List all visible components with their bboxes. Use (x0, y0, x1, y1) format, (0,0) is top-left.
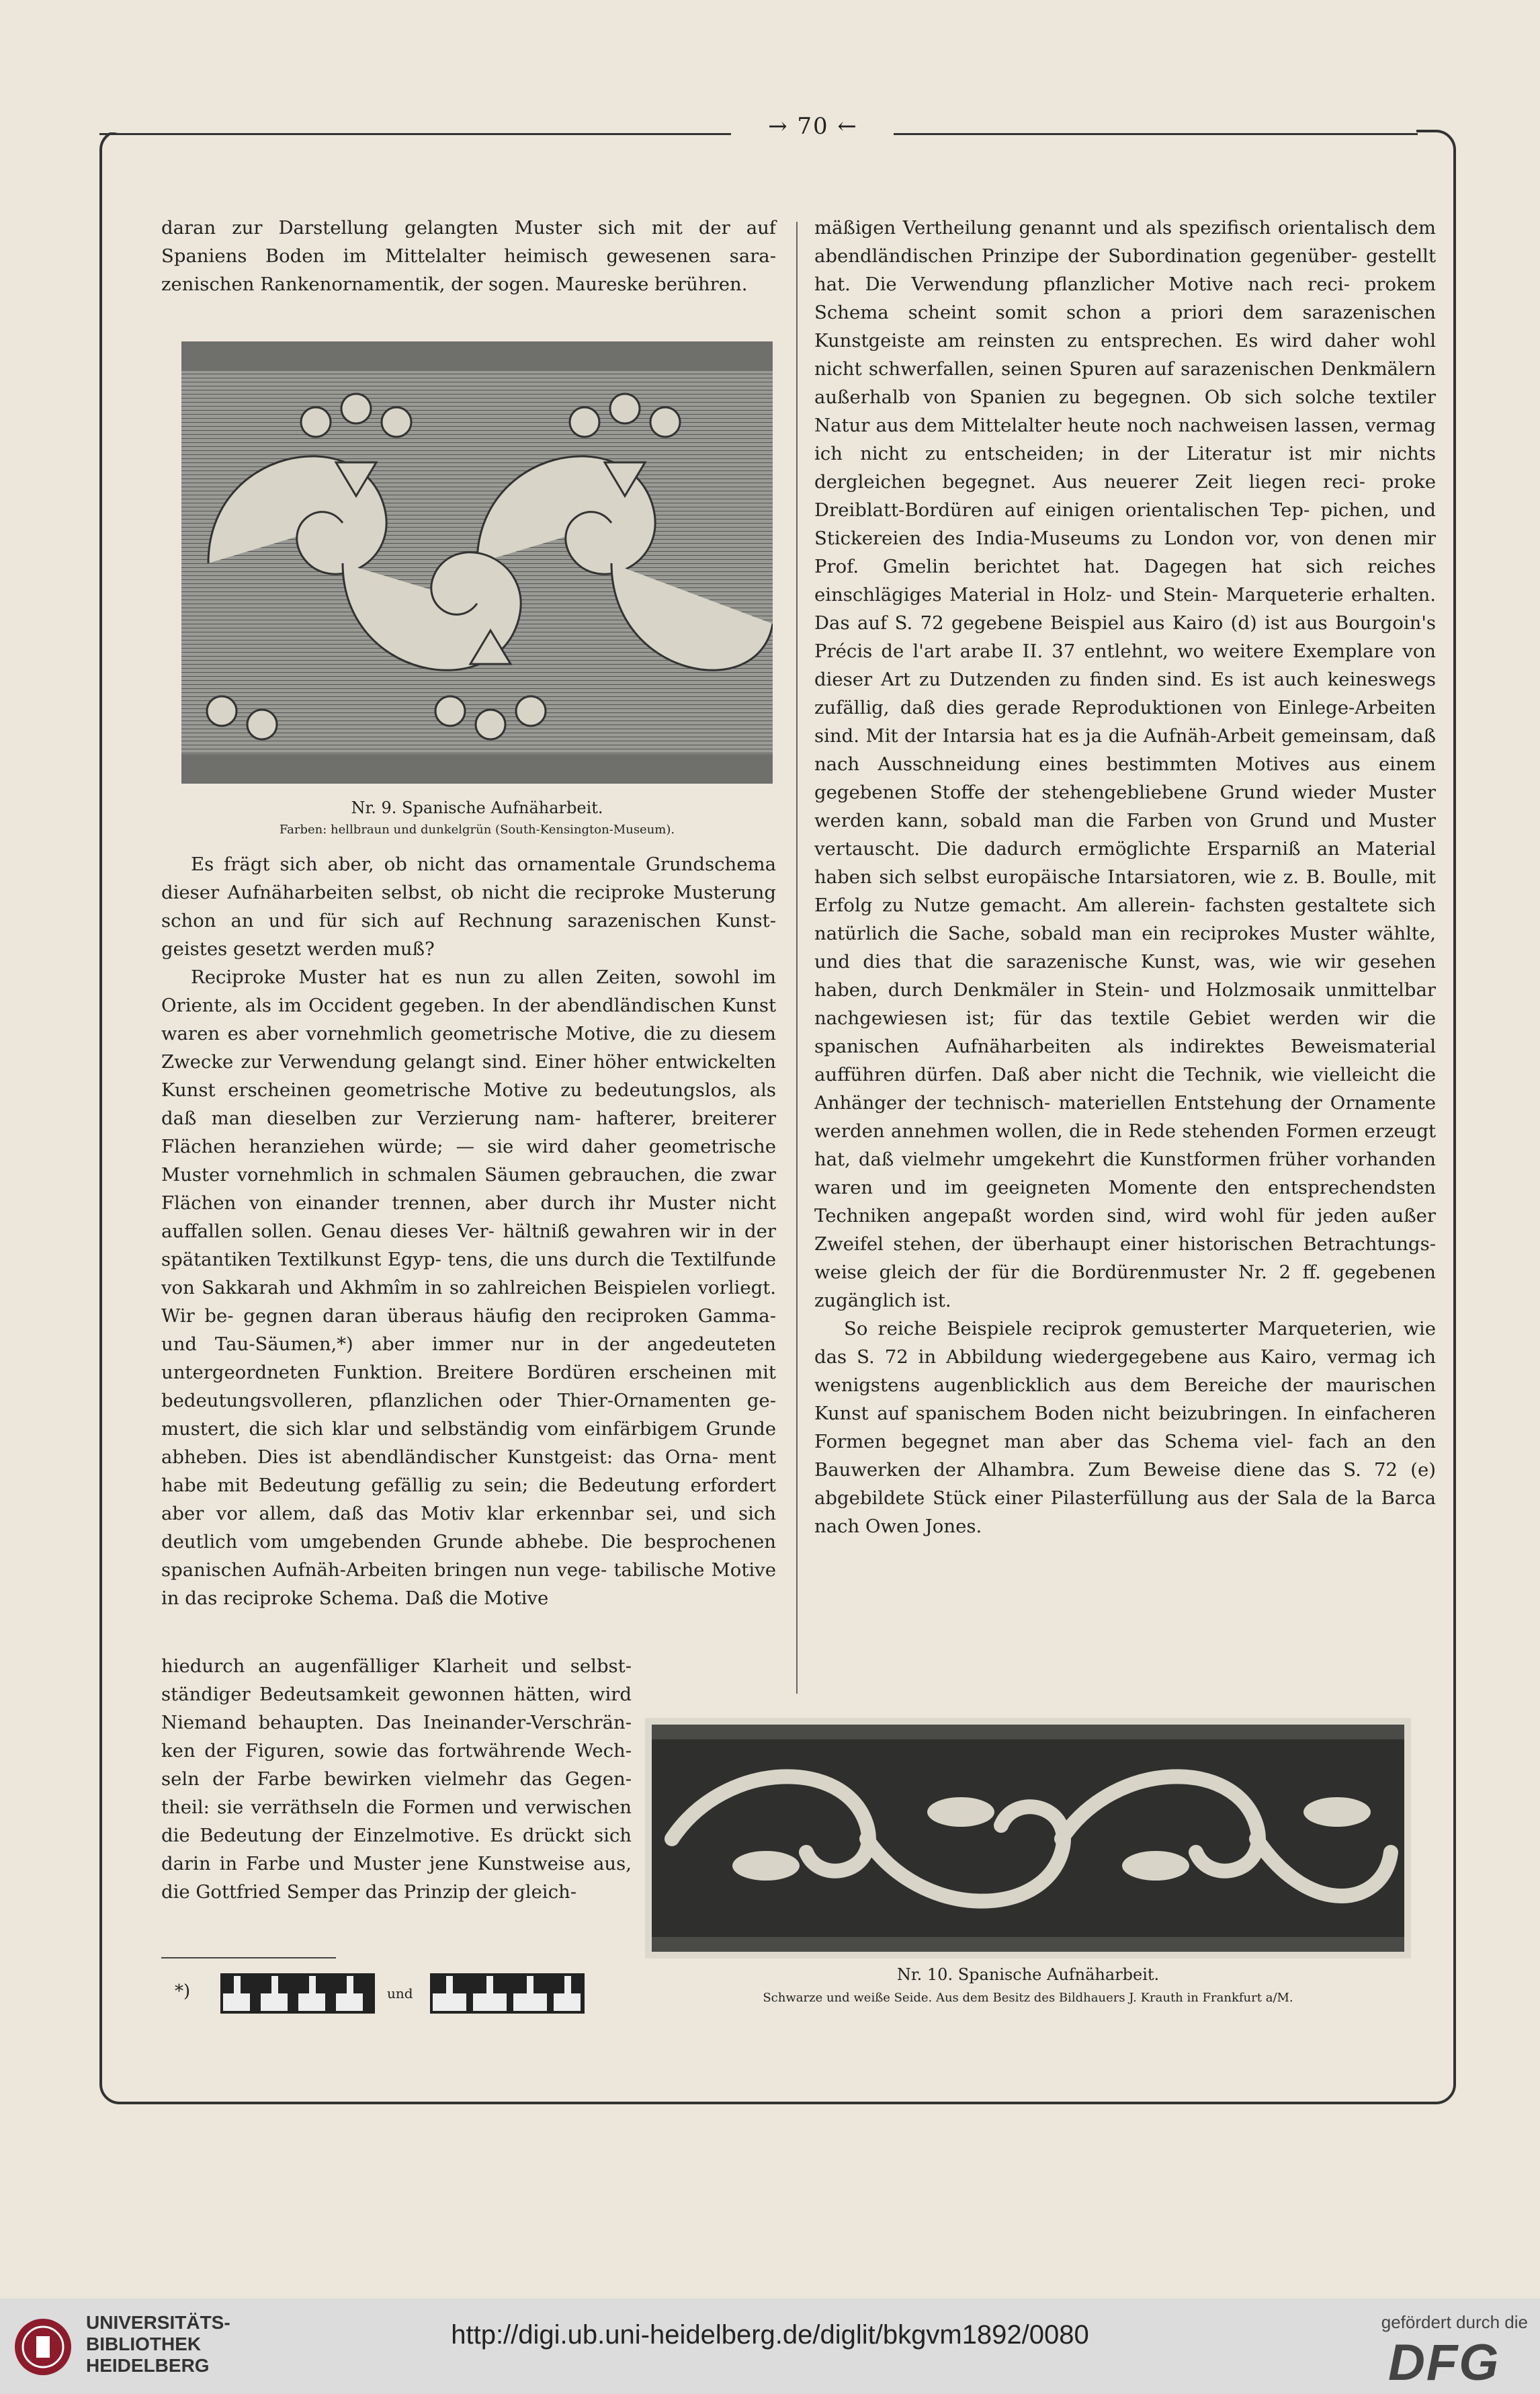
footnote-und: und (387, 1985, 413, 2001)
footnote-rule (161, 1957, 336, 1958)
right-column (814, 214, 1436, 1540)
footnote-mark: *) (175, 1981, 191, 2001)
figure-10-caption: Nr. 10. Spanische Aufnäharbeit. (896, 1965, 1160, 1984)
page-number: → 70 ← (768, 113, 858, 140)
paragraph: Es frägt sich aber, ob nicht das ornamentale Grundschema dieser Aufnäharbeiten selbst, ob nicht die reciproke Musterung schon an und für sich auf Rechnung sarazenischen Kunst- geistes gesetzt werden muß? (161, 854, 776, 960)
funded-by-label: gefördert durch die (1381, 2312, 1528, 2332)
column-divider (796, 222, 798, 1694)
figure-9-image (181, 341, 773, 784)
paragraph: hiedurch an augenfälliger Klarheit und selbst- ständiger Bedeutsamkeit gewonnen hätten, wird Niemand behaupten. Das Ineinander-Verschrän- ken der Figuren, sowie das fortwährende Wech- seln der Farbe bewirken vielmehr das Gegen- theil: sie verräthseln die Formen und verwischen die Bedeutung der Einzelmotive. Es drückt sich darin in Farbe und Muster jene Kunstweise aus, die Gottfried Semper das Prinzip der gleich- (161, 1655, 632, 1903)
gamma-border-pattern (220, 1973, 375, 2014)
figure-10-subcaption: Schwarze und weiße Seide. Aus dem Besitz des Bildhauers J. Krauth in Frankfurt a/M. (763, 1991, 1293, 2005)
figure-9-subcaption: Farben: hellbraun und dunkelgrün (South-Kensington-Museum). (279, 823, 675, 837)
left-column-bottom (161, 1652, 632, 1906)
figure-9-caption: Nr. 9. Spanische Aufnäharbeit. (351, 798, 603, 817)
left-column-top (161, 214, 776, 298)
paragraph: Reciproke Muster hat es nun zu allen Zeiten, sowohl im Oriente, als im Occident gegeben. In der abendländischen Kunst waren es aber vornehmlich geometrische Motive, die zu diesem Zwecke zur Verwendung gelangt sind. Einer höher entwickelten Kunst erscheinen geometrische Motive zu bedeutungslos, als daß man dieselben zur Verzierung nam- hafterer, breiterer Flächen heranziehen würde; — sie wird daher geometrische Muster vornehmlich in schmalen Säumen gebrauchen, die zwar Flächen von einander trennen, aber durch ihr Muster nicht auffallen sollen. Genau dieses Ver- hältniß gewahren wir in der spätantiken Textilkunst Egyp- tens, die uns durch die Textilfunde von Sakkarah und Akhmîm in so zahlreichen Beispielen vorliegt. Wir be- gegnen daran überaus häufig den reciproken Gamma- und Tau-Säumen,*) aber immer nur in der angedeuteten untergeordneten Funktion. Breitere Bordüren erscheinen mit bedeutungsvolleren, pflanzlichen oder Thier-Ornamenten ge- mustert, die sich klar und selbständig vom einfärbigem Grunde abheben. Dies ist abendländischer Kunstgeist: das Orna- ment habe mit Bedeutung gefällig zu sein; die Bedeutung erfordert aber vor allem, daß das Motiv klar erkennbar sei, und sich deutlich vom umgebenden Grunde abhebe. Die besprochenen spanischen Aufnäh-Arbeiten bringen nun vege- tabilische Motive in das reciproke Schema. Daß die Motive (161, 966, 776, 1609)
source-url[interactable]: http://digi.ub.uni-heidelberg.de/diglit/bkgvm1892/0080 (451, 2320, 1089, 2350)
tau-border-pattern (430, 1973, 585, 2014)
left-column-lower (161, 850, 776, 1612)
dfg-logo: DFG (1388, 2334, 1500, 2391)
paragraph: daran zur Darstellung gelangten Muster sich mit der auf Spaniens Boden im Mittelalter heimisch gewesenen sara- zenischen Rankenornamentik, der sogen. Maureske berühren. (161, 217, 776, 295)
paragraph: So reiche Beispiele reciprok gemusterter Marqueterien, wie das S. 72 in Abbildung wiedergegebene aus Kairo, vermag ich wenigstens augenblicklich aus dem Bereiche der maurischen Kunst auf spanischem Boden nicht beizubringen. In einfacheren Formen begegnet man aber das Schema viel- fach an den Bauwerken der Alhambra. Zum Beweise diene das S. 72 (e) abgebildete Stück einer Pilasterfüllung aus der Sala de la Barca nach Owen Jones. (814, 1318, 1436, 1537)
header-rule-left (99, 133, 731, 135)
figure-10-image (645, 1718, 1411, 1958)
header-rule-right (894, 133, 1418, 135)
paragraph: mäßigen Vertheilung genannt und als spezifisch orientalisch dem abendländischen Prinzipe der Subordination gegenüber- gestellt hat. Die Verwendung pflanzlicher Motive nach reci- prokem Schema scheint somit schon a priori dem sarazenischen Kunstgeiste am reinsten zu entsprechen. Es wird daher wohl nicht schwerfallen, seinen Spuren auf sarazenischen Denkmälern außerhalb von Spanien zu begegnen. Ob sich solche textiler Natur aus dem Mittelalter heute noch nachweisen lassen, vermag ich nicht zu entscheiden; in der Literatur ist mir nichts dergleichen begegnet. Aus neuerer Zeit liegen reci- proke Dreiblatt-Bordüren auf einigen orientalischen Tep- pichen, und Stickereien des India-Museums zu London vor, von denen mir Prof. Gmelin berichtet hat. Dagegen hat sich reiches einschlägiges Material in Holz- und Stein- Marqueterie erhalten. Das auf S. 72 gegebene Beispiel aus Kairo (d) ist aus Bourgoin's Précis de l'art arabe II. 37 entlehnt, wo weitere Exemplare von dieser Art zu Dutzenden zu finden sind. Es ist auch keineswegs zufällig, daß dies gerade Reproduktionen von Einlege-Arbeiten sind. Mit der Intarsia hat es ja die Aufnäh-Arbeit gemeinsam, daß nach Ausschneidung eines bestimmten Motives aus einem gegebenen Stoffe der stehengebliebene Grund wieder Muster werden kann, sobald man die Farben von Grund und Muster vertauscht. Die dadurch ermöglichte Ersparniß an Material haben sich selbst europäische Intarsiatoren, wie z. B. Boulle, mit Erfolg zu Nutze gemacht. Am allerein- fachsten gestaltete sich natürlich die Sache, sobald man ein reciprokes Muster wählte, und dies that die sarazenische Kunst, was, wie wir gesehen haben, durch Denkmäler in Stein- und Holzmosaik unmittelbar nachgewiesen ist; für das textile Gebiet werden wir die spanischen Aufnäharbeiten als indirektes Beweismaterial aufführen dürfen. Daß aber nicht die Technik, wie vielleicht die Anhänger der technisch- materiellen Entstehung der Ornamente werden annehmen wollen, die in Rede stehenden Formen erzeugt hat, daß vielmehr umgekehrt die Kunstformen früher vorhanden waren und im geeigneten Momente den entsprechendsten Techniken angepaßt worden sind, wird wohl für jeden außer Zweifel stehen, der überhaupt einer historischen Betrachtungs- weise gleich der für die Bordürenmuster Nr. 2 ff. gegebenen zugänglich ist. (814, 217, 1436, 1311)
library-name: UNIVERSITÄTS- BIBLIOTHEK HEIDELBERG (86, 2312, 230, 2376)
footnote (175, 1969, 645, 2016)
